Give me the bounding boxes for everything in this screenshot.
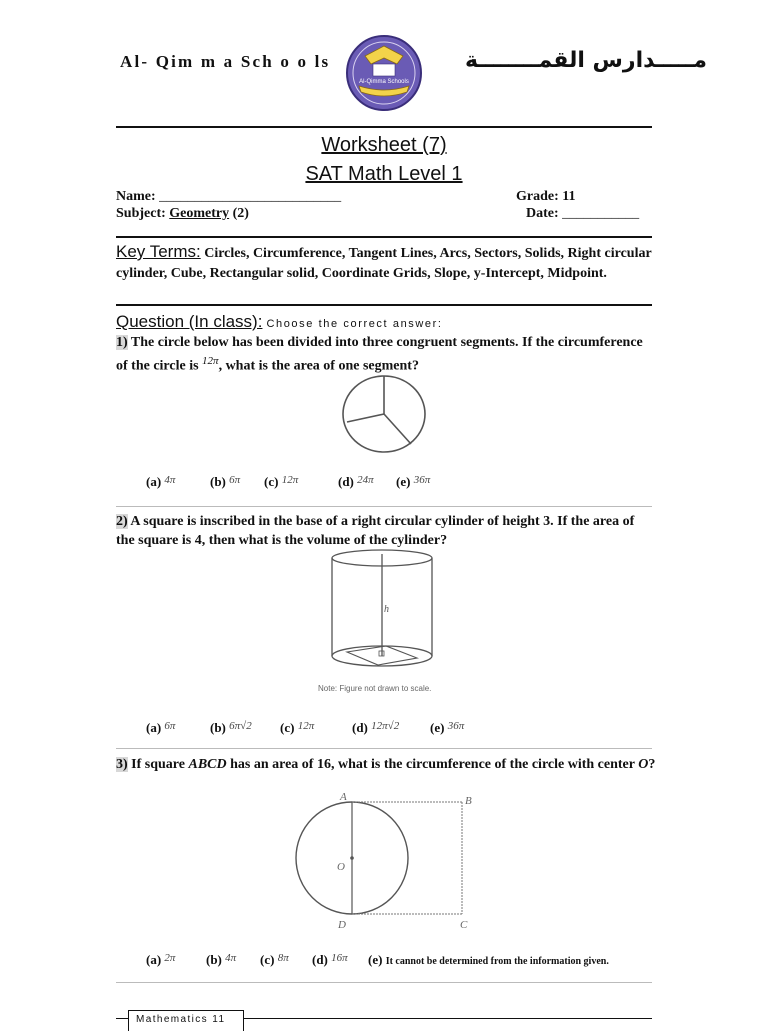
school-name-english: Al- Qim m a Sch o o ls [120,52,331,71]
worksheet-number: Worksheet (7) [321,134,447,156]
key-terms-label: Key Terms: [116,242,201,261]
question-1-number: 1) [116,335,128,350]
question-3-stem-a: If square [131,757,185,772]
question-3-center-name: O [638,757,649,772]
label-c: C [460,919,468,931]
subject-suffix: (2) [232,206,249,221]
q2-choice-a[interactable]: (a) $^{6\pi}$ [146,720,176,735]
question-1-stem-a: The circle below has been divided into three congruent segments. If the circumference of the circle is [116,335,643,374]
key-terms [116,242,656,284]
question-2-stem: A square is inscribed in the base of a right circular cylinder of height 3. If the area of the square is 4, then what is the volume of the cylinder? [116,514,635,548]
question-instruction: Choose the correct answer: [266,318,443,330]
q3-choice-c[interactable]: (c) $^{8\pi}$ [260,952,289,967]
q1-choice-a[interactable]: (a) $^{4\pi}$ [146,474,176,489]
q2-choice-d[interactable]: (d) $^{12\pi√2}$ [352,720,400,735]
q3-choice-d[interactable]: (d) $^{16\pi}$ [312,952,348,967]
question-1-divider [116,506,652,507]
label-o: O [337,861,345,873]
question-header [116,312,443,332]
question-2-divider [116,748,652,749]
school-name-arabic: مـــــدارس القمــــــــة [465,48,708,73]
question-1-stem-b: , what is the area of one segment? [218,358,419,374]
q3-choice-b[interactable]: (b) $^{4\pi}$ [206,952,237,967]
question-3-text [116,755,656,774]
q1-choice-d[interactable]: (d) $^{24\pi}$ [338,474,374,489]
name-blank[interactable]: __________________________ [159,189,342,204]
logo-text: Al-Qimma Schools [359,79,409,85]
height-label: h [384,604,389,615]
question-3-figure [290,788,490,941]
question-3-square-name: ABCD [188,757,227,772]
course-title-text: SAT Math Level 1 [305,163,463,185]
label-b: B [465,795,472,807]
footer-text: Mathematics 11 [136,1014,226,1025]
question-header-label: Question (In class): [116,312,263,331]
header-divider [116,126,652,128]
subject-row [116,206,249,222]
question-2-figure [328,548,438,683]
question-3-number: 3) [116,757,128,772]
q3-choice-e[interactable]: (e) It cannot be determined from the information given. [368,952,609,967]
worksheet-title [116,134,652,157]
q2-choice-e[interactable]: (e) $^{36\pi}$ [430,720,465,735]
grade-row [516,189,576,205]
q1-choice-e[interactable]: (e) $^{36\pi}$ [396,474,431,489]
q1-choice-c[interactable]: (c) $^{12\pi}$ [264,474,299,489]
question-1-inline-value: 12π [202,355,219,367]
date-blank[interactable]: ___________ [562,206,640,221]
name-label: Name: [116,189,156,204]
question-3-divider [116,982,652,983]
school-logo [345,34,423,112]
date-label: Date: [526,206,559,221]
question-1-figure [336,374,436,461]
label-a: A [340,791,347,803]
figure-note: Note: Figure not drawn to scale. [318,684,432,693]
q3-choice-a[interactable]: (a) $^{2\pi}$ [146,952,176,967]
question-3-stem-b: has an area of 16, what is the circumference of the circle with center [230,757,635,772]
q1-choice-b[interactable]: (b) $^{6\pi}$ [210,474,241,489]
subject-value: Geometry [169,206,230,221]
name-row [116,189,341,205]
key-terms-divider [116,304,652,306]
key-terms-text: Circles, Circumference, Tangent Lines, Arcs, Sectors, Solids, Right circular cylinder, Cube, Rectangular solid, Coordinate Grids, Slope, y-Intercept, Midpoint. [116,246,652,281]
question-1-text [116,333,656,376]
grade-value: 11 [562,189,576,204]
question-3-stem-c: ? [648,757,656,772]
course-title [116,163,652,186]
subject-label: Subject: [116,206,166,221]
label-d: D [338,919,346,931]
date-row [526,206,639,222]
grade-label: Grade: [516,189,559,204]
question-2-text [116,512,656,550]
q2-choice-b[interactable]: (b) $^{6\pi√2}$ [210,720,252,735]
question-2-number: 2) [116,514,128,529]
q2-choice-c[interactable]: (c) $^{12\pi}$ [280,720,315,735]
info-divider [116,236,652,238]
